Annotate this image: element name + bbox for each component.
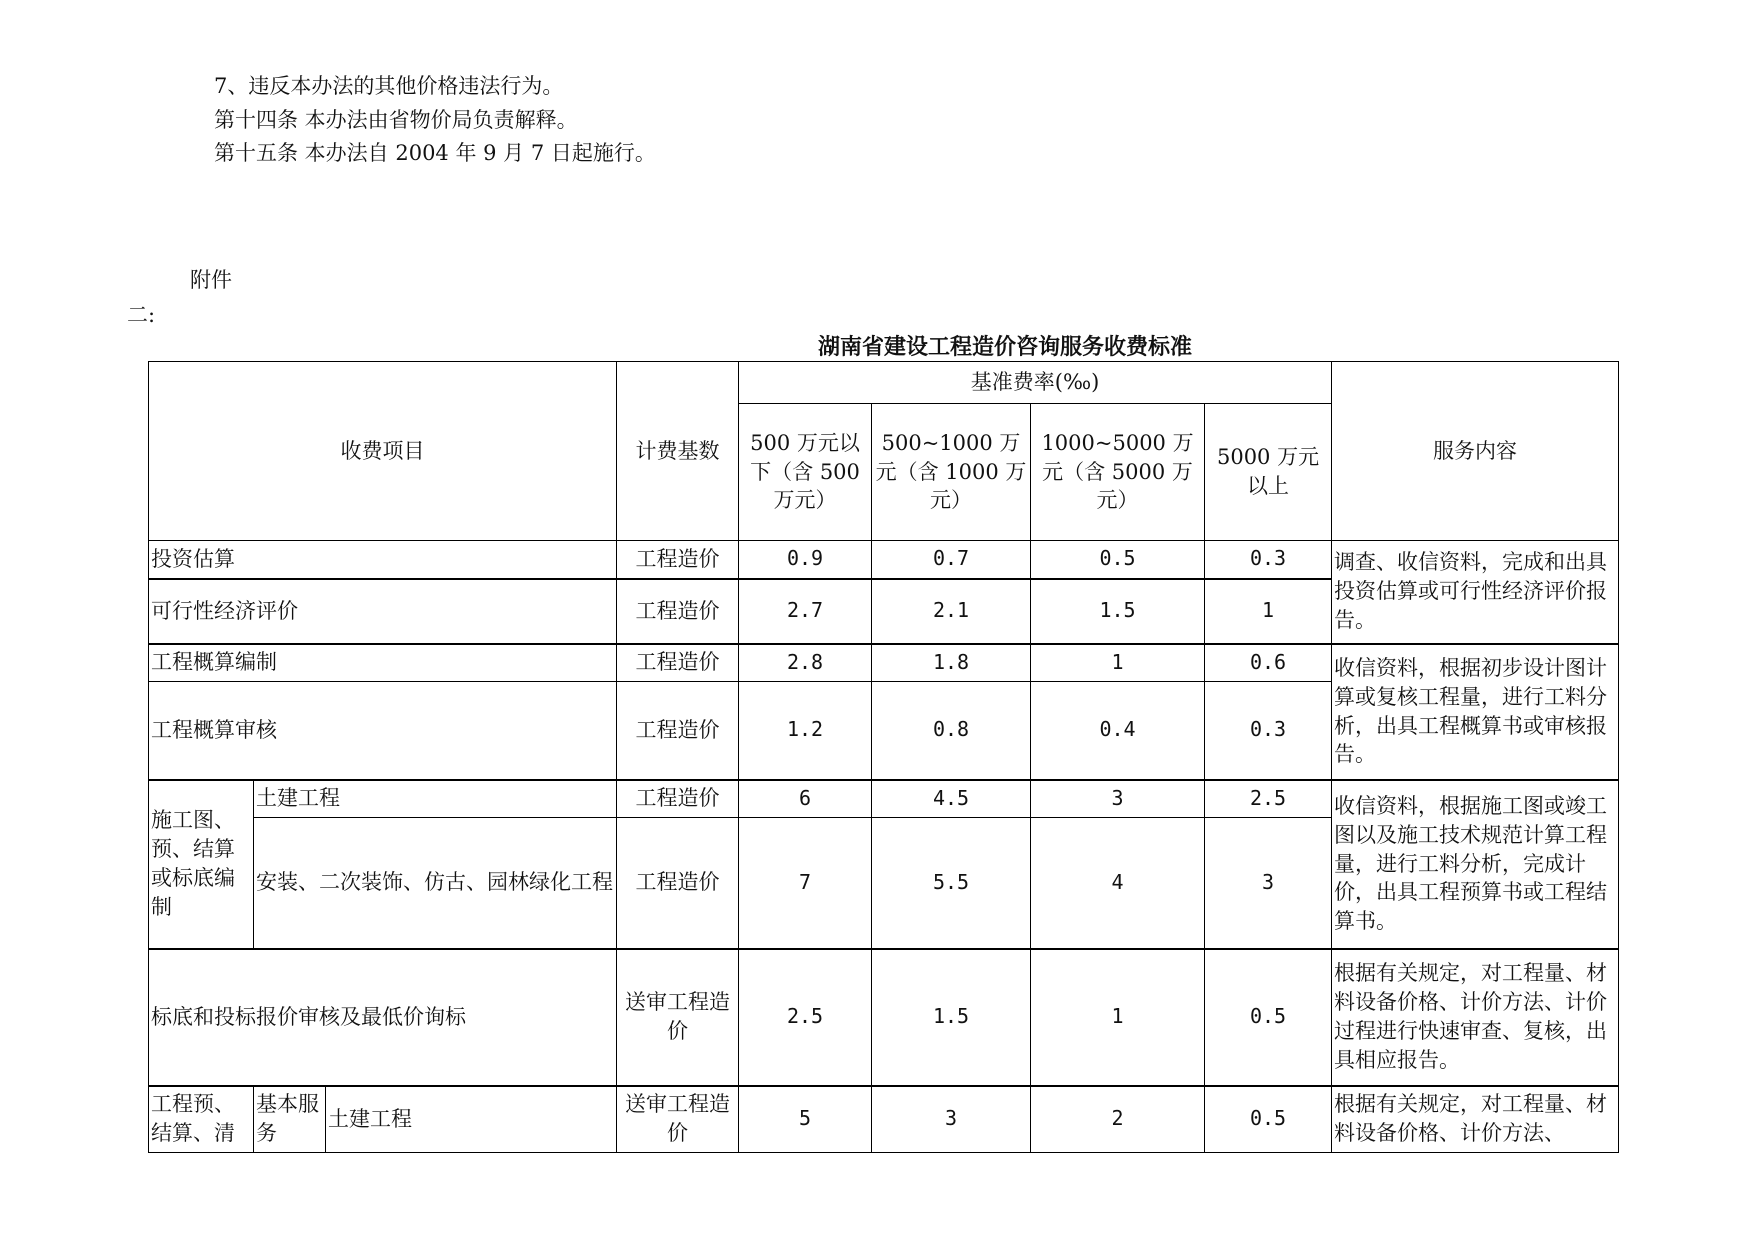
service-bid-review: 根据有关规定，对工程量、材料设备价格、计价方法、计价过程进行快速审查、复核，出具相应报告。: [1332, 949, 1619, 1086]
row-v1: 6: [739, 780, 872, 818]
row-v1: 1.2: [739, 682, 872, 780]
row-base: 送审工程造价: [617, 949, 739, 1086]
row-v4: 0.3: [1205, 541, 1332, 579]
row-v3: 3: [1031, 780, 1205, 818]
service-settlement: 根据有关规定，对工程量、材料设备价格、计价方法、: [1332, 1086, 1619, 1153]
table-row: [149, 1086, 1619, 1153]
row-base: 工程造价: [617, 644, 739, 682]
row-base: 工程造价: [617, 579, 739, 644]
row-name: 工程概算审核: [149, 682, 617, 780]
row-v3: 4: [1031, 818, 1205, 949]
section-two-label: 二:: [127, 303, 156, 327]
row-group: 工程预、结算、清: [149, 1086, 254, 1153]
row-base: 工程造价: [617, 541, 739, 579]
row-v2: 2.1: [872, 579, 1031, 644]
table-title: 湖南省建设工程造价咨询服务收费标准: [817, 335, 1192, 360]
row-v2: 4.5: [872, 780, 1031, 818]
table-row: [149, 541, 1619, 579]
row-v4: 3: [1205, 818, 1332, 949]
row-name: 土建工程: [254, 780, 617, 818]
service-estimate: 调查、收信资料，完成和出具投资估算或可行性经济评价报告。: [1332, 541, 1619, 644]
row-v4: 1: [1205, 579, 1332, 644]
row-v3: 0.5: [1031, 541, 1205, 579]
row-v2: 3: [872, 1086, 1031, 1153]
row-v1: 2.8: [739, 644, 872, 682]
header-tier-2: 500~1000 万元（含 1000 万元）: [872, 404, 1031, 541]
row-v2: 5.5: [872, 818, 1031, 949]
header-item: 收费项目: [149, 362, 617, 541]
header-rate: 基准费率(‰): [739, 362, 1332, 404]
header-service: 服务内容: [1332, 362, 1619, 541]
clause-7: 7、违反本办法的其他价格违法行为。: [214, 74, 564, 98]
row-v3: 2: [1031, 1086, 1205, 1153]
row-v4: 0.6: [1205, 644, 1332, 682]
row-name: 工程概算编制: [149, 644, 617, 682]
row-base: 工程造价: [617, 682, 739, 780]
row-v1: 2.5: [739, 949, 872, 1086]
service-budget: 收信资料，根据初步设计图计算或复核工程量，进行工料分析，出具工程概算书或审核报告。: [1332, 644, 1619, 780]
row-v2: 0.8: [872, 682, 1031, 780]
row-v1: 2.7: [739, 579, 872, 644]
row-name: 标底和投标报价审核及最低价询标: [149, 949, 617, 1086]
row-v3: 1: [1031, 644, 1205, 682]
row-v4: 2.5: [1205, 780, 1332, 818]
table-row: [149, 644, 1619, 682]
row-base: 工程造价: [617, 780, 739, 818]
row-v4: 0.3: [1205, 682, 1332, 780]
header-tier-3: 1000~5000 万元（含 5000 万元）: [1031, 404, 1205, 541]
row-v4: 0.5: [1205, 1086, 1332, 1153]
table-row: [149, 949, 1619, 1086]
row-v2: 0.7: [872, 541, 1031, 579]
row-base: 送审工程造价: [617, 1086, 739, 1153]
row-v1: 0.9: [739, 541, 872, 579]
row-base: 工程造价: [617, 818, 739, 949]
row-v3: 1: [1031, 949, 1205, 1086]
row-v3: 0.4: [1031, 682, 1205, 780]
service-construction: 收信资料，根据施工图或竣工图以及施工技术规范计算工程量，进行工料分析，完成计价，出具工程预算书或工程结算书。: [1332, 780, 1619, 949]
article-15: 第十五条 本办法自 2004 年 9 月 7 日起施行。: [214, 141, 656, 165]
header-tier-1: 500 万元以下（含 500 万元）: [739, 404, 872, 541]
row-group: 施工图、预、结算或标底编制: [149, 780, 254, 949]
row-name: 投资估算: [149, 541, 617, 579]
row-name: 安装、二次装饰、仿古、园林绿化工程: [254, 818, 617, 949]
row-name: 可行性经济评价: [149, 579, 617, 644]
row-name: 土建工程: [326, 1086, 617, 1153]
row-sub: 基本服务: [254, 1086, 326, 1153]
row-v1: 7: [739, 818, 872, 949]
row-v4: 0.5: [1205, 949, 1332, 1086]
row-v2: 1.5: [872, 949, 1031, 1086]
header-tier-4: 5000 万元以上: [1205, 404, 1332, 541]
row-v2: 1.8: [872, 644, 1031, 682]
fee-standard-table: [148, 361, 1619, 1153]
table-row: [149, 780, 1619, 818]
row-v3: 1.5: [1031, 579, 1205, 644]
header-row-1: [149, 362, 1619, 404]
article-14: 第十四条 本办法由省物价局负责解释。: [214, 108, 578, 132]
row-v1: 5: [739, 1086, 872, 1153]
attachment-label: 附件: [190, 268, 232, 292]
header-base: 计费基数: [617, 362, 739, 541]
